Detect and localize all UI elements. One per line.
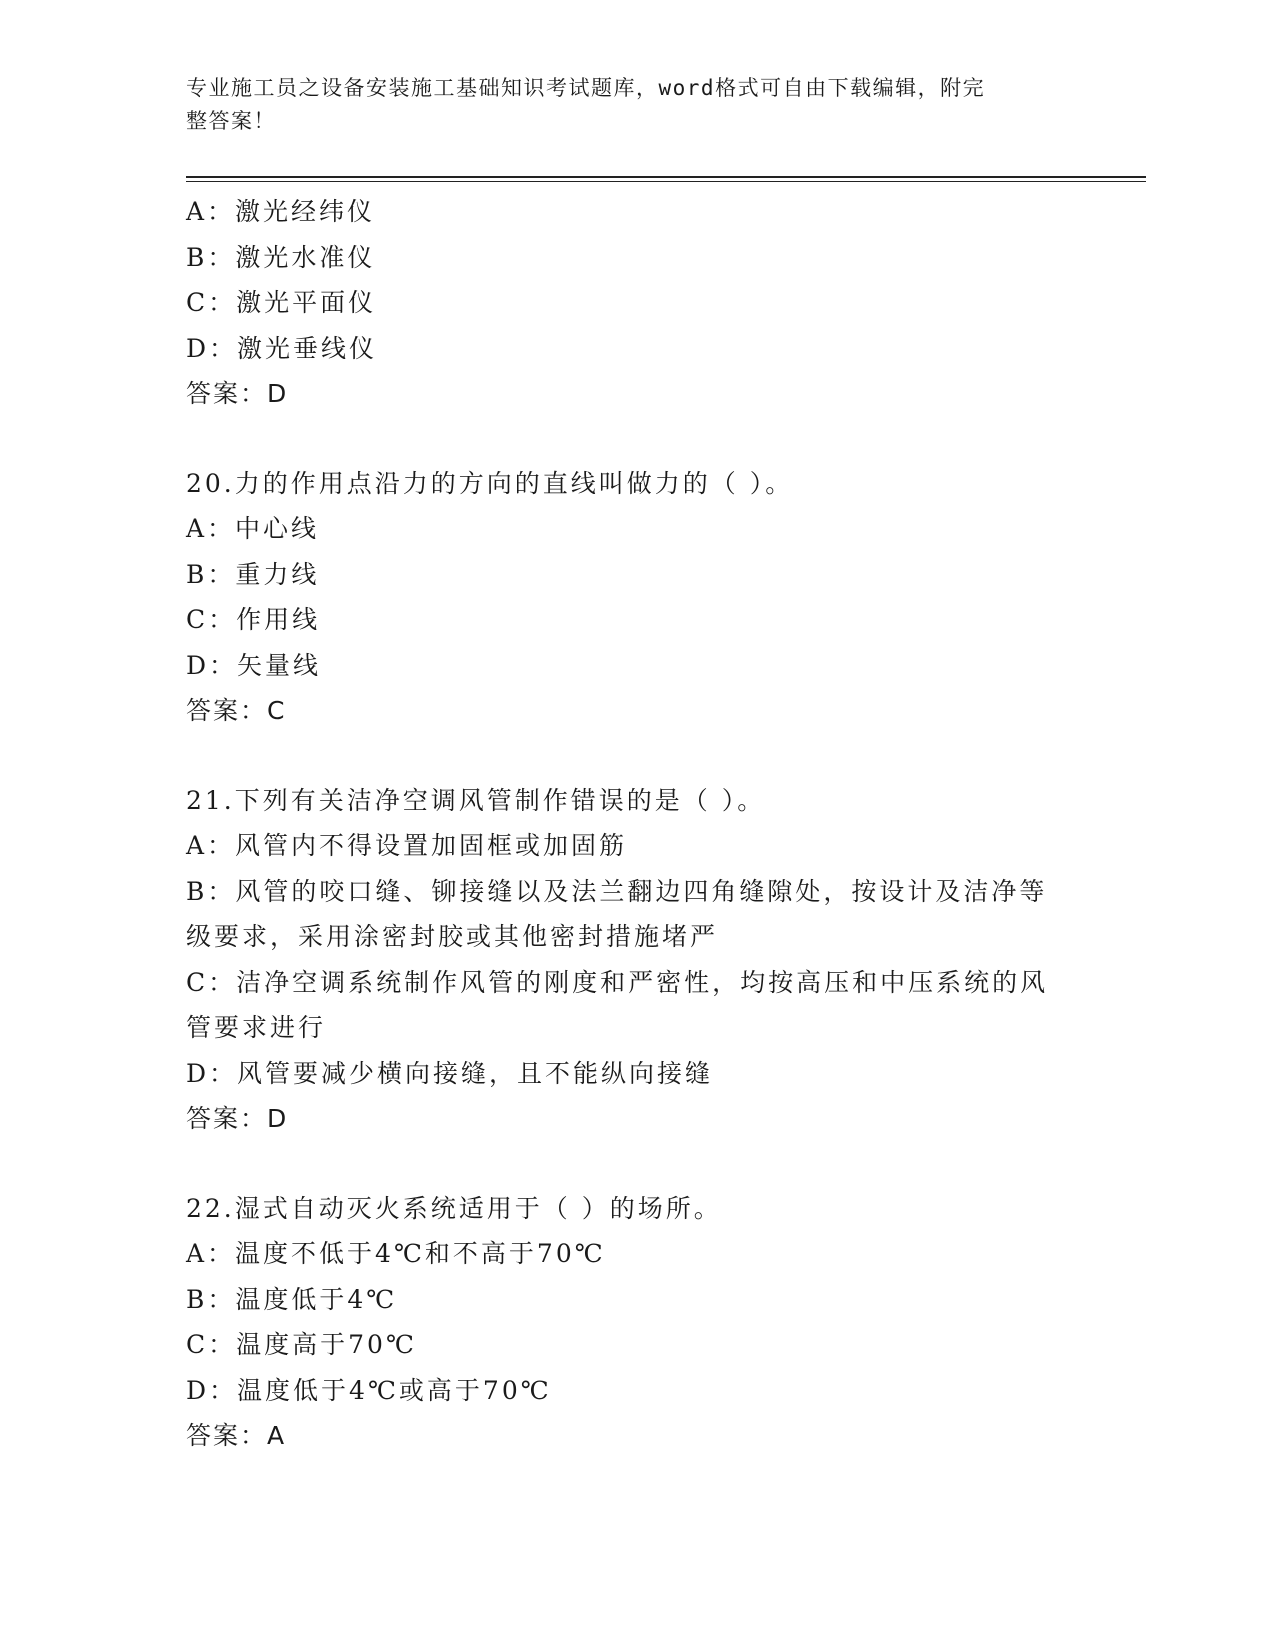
option-a: A：中心线: [186, 514, 320, 543]
answer-line: 答案：D: [186, 379, 289, 408]
option-d: D：温度低于4℃或高于70℃: [186, 1375, 552, 1405]
question-text: 22.湿式自动灭火系统适用于（ ）的场所。: [186, 1193, 722, 1223]
option-c: C：洁净空调系统制作风管的刚度和严密性，均按高压和中压系统的风管要求进行: [186, 967, 1049, 1042]
answer-line: 答案：D: [186, 1104, 289, 1133]
question-list: [186, 189, 1066, 1459]
option-b: B：温度低于4℃: [186, 1284, 398, 1314]
header-line-1: 专业施工员之设备安装施工基础知识考试题库，word格式可自由下载编辑，附完: [186, 76, 986, 100]
option-b: B：重力线: [186, 559, 320, 589]
question-19-block: [186, 189, 1066, 417]
answer-line: 答案：C: [186, 696, 287, 725]
option-a: A：温度不低于4℃和不高于70℃: [186, 1239, 606, 1268]
option-b: B：激光水准仪: [186, 242, 376, 272]
question-text: 21.下列有关洁净空调风管制作错误的是（ ）。: [186, 785, 766, 815]
option-b: B：风管的咬口缝、铆接缝以及法兰翻边四角缝隙处，按设计及洁净等级要求，采用涂密封胶或其他密封措施堵严: [186, 876, 1048, 951]
header-line-2: 整答案！: [186, 109, 276, 133]
header-divider-thin: [186, 181, 1146, 182]
document-header: [186, 72, 1066, 138]
option-a: A：激光经纬仪: [186, 197, 376, 226]
header-divider-thick: [186, 176, 1146, 178]
option-d: D：激光垂线仪: [186, 333, 378, 363]
option-a: A：风管内不得设置加固框或加固筋: [186, 831, 628, 860]
option-d: D：矢量线: [186, 650, 322, 680]
option-c: C：作用线: [186, 605, 321, 634]
option-d: D：风管要减少横向接缝，且不能纵向接缝: [186, 1058, 714, 1088]
question-20-block: [186, 461, 1066, 734]
answer-line: 答案：A: [186, 1421, 287, 1450]
question-22-block: [186, 1186, 1066, 1459]
question-text: 20.力的作用点沿力的方向的直线叫做力的（ ）。: [186, 468, 794, 498]
option-c: C：激光平面仪: [186, 288, 377, 317]
question-21-block: [186, 778, 1066, 1142]
option-c: C：温度高于70℃: [186, 1330, 417, 1359]
